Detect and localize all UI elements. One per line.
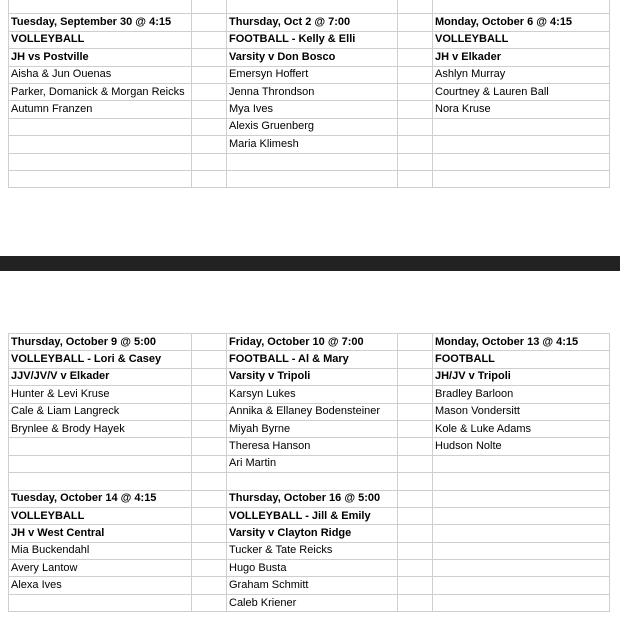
- table-cell[interactable]: [192, 577, 227, 594]
- table-cell[interactable]: FOOTBALL: [433, 351, 610, 368]
- table-cell[interactable]: Hunter & Levi Kruse: [9, 386, 192, 403]
- table-row: [9, 0, 610, 14]
- table-cell[interactable]: [398, 0, 433, 14]
- table-cell[interactable]: Ari Martin: [227, 455, 398, 472]
- table-row: [9, 66, 610, 83]
- table-cell[interactable]: JH/JV v Tripoli: [433, 368, 610, 385]
- table-cell[interactable]: [433, 525, 610, 542]
- table-cell[interactable]: [192, 403, 227, 420]
- table-cell[interactable]: [398, 170, 433, 187]
- table-cell[interactable]: Maria Klimesh: [227, 136, 398, 153]
- table-cell[interactable]: Friday, October 10 @ 7:00: [227, 334, 398, 351]
- table-cell[interactable]: Annika & Ellaney Bodensteiner: [227, 403, 398, 420]
- table-row: [9, 83, 610, 100]
- table-cell[interactable]: [398, 351, 433, 368]
- table-cell[interactable]: [192, 473, 227, 490]
- table-cell[interactable]: [192, 83, 227, 100]
- table-row: [9, 101, 610, 118]
- table-cell[interactable]: [398, 455, 433, 472]
- table-cell[interactable]: Ashlyn Murray: [433, 66, 610, 83]
- table-cell[interactable]: Alexa Ives: [9, 577, 192, 594]
- table-cell[interactable]: JH v West Central: [9, 525, 192, 542]
- table-cell[interactable]: Hudson Nolte: [433, 438, 610, 455]
- table-cell[interactable]: Varsity v Don Bosco: [227, 49, 398, 66]
- table-row: [9, 153, 610, 170]
- table-cell[interactable]: [433, 118, 610, 135]
- table-row: [9, 170, 610, 187]
- schedule-table-bottom: [8, 333, 610, 612]
- table-cell[interactable]: VOLLEYBALL - Lori & Casey: [9, 351, 192, 368]
- table-cell[interactable]: [398, 14, 433, 31]
- table-cell[interactable]: [398, 386, 433, 403]
- table-cell[interactable]: [398, 403, 433, 420]
- table-cell[interactable]: [398, 118, 433, 135]
- table-row: [9, 368, 610, 385]
- table-cell[interactable]: [192, 31, 227, 48]
- table-cell[interactable]: [9, 153, 192, 170]
- table-row: [9, 542, 610, 559]
- table-cell[interactable]: [433, 455, 610, 472]
- table-cell[interactable]: [398, 577, 433, 594]
- table-cell[interactable]: [398, 31, 433, 48]
- table-cell[interactable]: Avery Lantow: [9, 560, 192, 577]
- table-row: [9, 490, 610, 507]
- table-cell[interactable]: Hugo Busta: [227, 560, 398, 577]
- table-cell[interactable]: Varsity v Tripoli: [227, 368, 398, 385]
- table-cell[interactable]: Tuesday, October 14 @ 4:15: [9, 490, 192, 507]
- table-cell[interactable]: Alexis Gruenberg: [227, 118, 398, 135]
- table-cell[interactable]: [398, 542, 433, 559]
- table-row: [9, 455, 610, 472]
- table-cell[interactable]: Miyah Byrne: [227, 420, 398, 437]
- table-cell[interactable]: [192, 136, 227, 153]
- table-cell[interactable]: Cale & Liam Langreck: [9, 403, 192, 420]
- table-cell[interactable]: [227, 473, 398, 490]
- table-cell[interactable]: VOLLEYBALL: [9, 31, 192, 48]
- table-cell[interactable]: [398, 49, 433, 66]
- table-row: [9, 136, 610, 153]
- table-cell[interactable]: Tuesday, September 30 @ 4:15: [9, 14, 192, 31]
- table-cell[interactable]: [433, 507, 610, 524]
- table-cell[interactable]: [398, 368, 433, 385]
- table-cell[interactable]: [9, 438, 192, 455]
- table-cell[interactable]: [192, 153, 227, 170]
- table-cell[interactable]: Mya Ives: [227, 101, 398, 118]
- table-row: [9, 438, 610, 455]
- table-cell[interactable]: Caleb Kriener: [227, 594, 398, 611]
- table-cell[interactable]: [192, 455, 227, 472]
- table-cell[interactable]: [192, 49, 227, 66]
- table-cell[interactable]: VOLLEYBALL: [433, 31, 610, 48]
- table-cell[interactable]: [192, 542, 227, 559]
- table-cell[interactable]: Courtney & Lauren Ball: [433, 83, 610, 100]
- table-cell[interactable]: Aisha & Jun Ouenas: [9, 66, 192, 83]
- table-cell[interactable]: [433, 136, 610, 153]
- table-cell[interactable]: [9, 455, 192, 472]
- table-cell[interactable]: [9, 0, 192, 14]
- table-cell[interactable]: Theresa Hanson: [227, 438, 398, 455]
- table-cell[interactable]: [398, 420, 433, 437]
- table-cell[interactable]: [398, 136, 433, 153]
- table-cell[interactable]: [192, 170, 227, 187]
- table-cell[interactable]: [433, 560, 610, 577]
- table-row: [9, 386, 610, 403]
- table-cell[interactable]: [192, 507, 227, 524]
- table-cell[interactable]: Varsity v Clayton Ridge: [227, 525, 398, 542]
- table-cell[interactable]: [192, 368, 227, 385]
- table-cell[interactable]: Karsyn Lukes: [227, 386, 398, 403]
- table-cell[interactable]: Graham Schmitt: [227, 577, 398, 594]
- table-cell[interactable]: [398, 83, 433, 100]
- table-cell[interactable]: [433, 0, 610, 14]
- table-cell[interactable]: [227, 0, 398, 14]
- table-cell[interactable]: [398, 66, 433, 83]
- table-cell[interactable]: [9, 473, 192, 490]
- table-cell[interactable]: Thursday, Oct 2 @ 7:00: [227, 14, 398, 31]
- table-cell[interactable]: [192, 351, 227, 368]
- table-cell[interactable]: [192, 594, 227, 611]
- table-cell[interactable]: [433, 473, 610, 490]
- table-cell[interactable]: JH v Elkader: [433, 49, 610, 66]
- table-row: [9, 14, 610, 31]
- table-cell[interactable]: VOLLEYBALL - Jill & Emily: [227, 507, 398, 524]
- table-row: [9, 351, 610, 368]
- table-cell[interactable]: Tucker & Tate Reicks: [227, 542, 398, 559]
- table-cell[interactable]: Emersyn Hoffert: [227, 66, 398, 83]
- table-cell[interactable]: [227, 170, 398, 187]
- table-row: [9, 118, 610, 135]
- table-cell[interactable]: [398, 490, 433, 507]
- table-cell[interactable]: [398, 101, 433, 118]
- table-cell[interactable]: [192, 560, 227, 577]
- table-cell[interactable]: Autumn Franzen: [9, 101, 192, 118]
- table-row: [9, 49, 610, 66]
- table-cell[interactable]: [398, 438, 433, 455]
- table-cell[interactable]: [9, 170, 192, 187]
- table-cell[interactable]: [398, 507, 433, 524]
- table-row: [9, 420, 610, 437]
- table-cell[interactable]: [398, 153, 433, 170]
- table-cell[interactable]: [433, 490, 610, 507]
- table-cell[interactable]: [398, 594, 433, 611]
- table-row: [9, 31, 610, 48]
- table-cell[interactable]: [192, 14, 227, 31]
- table-cell[interactable]: [192, 0, 227, 14]
- table-cell[interactable]: [398, 560, 433, 577]
- table-row: [9, 560, 610, 577]
- table-cell[interactable]: [398, 473, 433, 490]
- table-cell[interactable]: [227, 153, 398, 170]
- table-cell[interactable]: Thursday, October 9 @ 5:00: [9, 334, 192, 351]
- table-cell[interactable]: [433, 153, 610, 170]
- schedule-table-top: [8, 0, 610, 188]
- table-cell[interactable]: Thursday, October 16 @ 5:00: [227, 490, 398, 507]
- section-divider: [0, 256, 620, 271]
- table-cell[interactable]: Mason Vondersitt: [433, 403, 610, 420]
- table-cell[interactable]: [192, 66, 227, 83]
- table-row: [9, 525, 610, 542]
- table-cell[interactable]: [433, 542, 610, 559]
- table-cell[interactable]: FOOTBALL - Kelly & Elli: [227, 31, 398, 48]
- table-cell[interactable]: JH vs Postville: [9, 49, 192, 66]
- table-cell[interactable]: [192, 490, 227, 507]
- table-row: [9, 594, 610, 611]
- table-cell[interactable]: [9, 136, 192, 153]
- table-cell[interactable]: [192, 386, 227, 403]
- table-cell[interactable]: JJV/JV/V v Elkader: [9, 368, 192, 385]
- table-cell[interactable]: [9, 594, 192, 611]
- table-cell[interactable]: [398, 334, 433, 351]
- table-cell[interactable]: VOLLEYBALL: [9, 507, 192, 524]
- table-cell[interactable]: Jenna Throndson: [227, 83, 398, 100]
- table-cell[interactable]: [433, 170, 610, 187]
- table-cell[interactable]: [192, 420, 227, 437]
- table-row: [9, 403, 610, 420]
- table-cell[interactable]: [192, 101, 227, 118]
- table-cell[interactable]: [192, 438, 227, 455]
- table-row: [9, 473, 610, 490]
- table-row: [9, 507, 610, 524]
- table-cell[interactable]: [433, 577, 610, 594]
- table-cell[interactable]: [9, 118, 192, 135]
- table-cell[interactable]: FOOTBALL - Al & Mary: [227, 351, 398, 368]
- table-cell[interactable]: [192, 525, 227, 542]
- table-cell[interactable]: [433, 594, 610, 611]
- table-cell[interactable]: Mia Buckendahl: [9, 542, 192, 559]
- table-cell[interactable]: [192, 334, 227, 351]
- table-cell[interactable]: Monday, October 13 @ 4:15: [433, 334, 610, 351]
- table-cell[interactable]: Monday, October 6 @ 4:15: [433, 14, 610, 31]
- table-cell[interactable]: [192, 118, 227, 135]
- table-cell[interactable]: Parker, Domanick & Morgan Reicks: [9, 83, 192, 100]
- table-cell[interactable]: [398, 525, 433, 542]
- table-row: [9, 577, 610, 594]
- table-row: [9, 334, 610, 351]
- table-cell[interactable]: Bradley Barloon: [433, 386, 610, 403]
- table-cell[interactable]: Kole & Luke Adams: [433, 420, 610, 437]
- table-cell[interactable]: Brynlee & Brody Hayek: [9, 420, 192, 437]
- table-cell[interactable]: Nora Kruse: [433, 101, 610, 118]
